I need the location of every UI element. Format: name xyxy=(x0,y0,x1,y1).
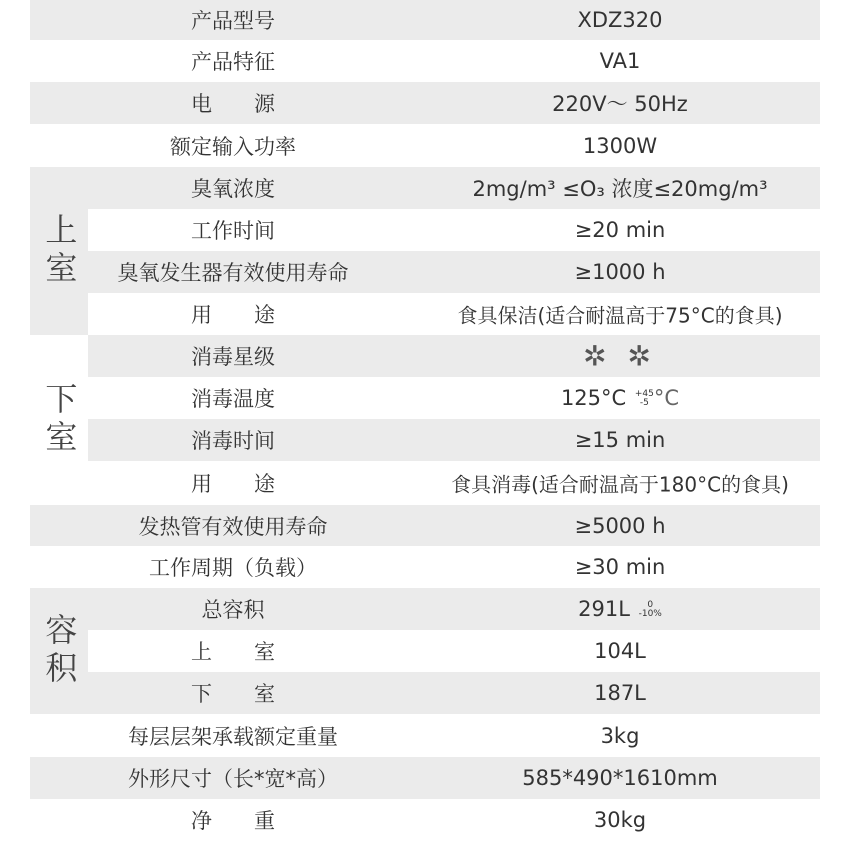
row-label: 工作时间 xyxy=(191,219,275,243)
row-upper-volume xyxy=(88,630,820,672)
row-value: ≥30 min xyxy=(574,555,666,579)
tol-unit: °C xyxy=(653,386,680,410)
tol-top: +45 xyxy=(634,389,654,399)
row-ozone-concentration xyxy=(88,167,820,209)
row-disinfection-temp xyxy=(88,377,820,419)
row-value: 3kg xyxy=(600,723,640,748)
row-model xyxy=(30,0,820,40)
temp-tolerance xyxy=(635,390,654,408)
row-heater-life xyxy=(30,505,820,546)
row-rated-power xyxy=(30,124,820,167)
row-net-weight xyxy=(30,799,820,841)
row-label: 额定输入功率 xyxy=(170,134,296,159)
row-ozone-life xyxy=(88,251,820,293)
group-lower-chamber xyxy=(30,335,88,505)
row-label: 臭氧发生器有效使用寿命 xyxy=(117,261,349,285)
row-label: 工作周期（负载） xyxy=(149,556,317,580)
row-value: VA1 xyxy=(599,49,641,73)
row-label: 发热管有效使用寿命 xyxy=(138,514,328,539)
temp-value: 125°C xyxy=(560,386,627,410)
volume-value: 291L xyxy=(578,597,630,621)
row-label: 消毒温度 xyxy=(191,387,275,411)
row-value: 1300W xyxy=(582,133,658,158)
row-total-volume xyxy=(88,588,820,630)
row-value: 食具保洁(适合耐温高于75°C的食具) xyxy=(457,303,783,328)
row-label: 每层层架承载额定重量 xyxy=(128,724,338,749)
row-value: 104L xyxy=(594,639,646,663)
row-label: 上 室 xyxy=(191,640,275,664)
row-value: ≥1000 h xyxy=(574,260,666,284)
row-label: 外形尺寸（长*宽*高） xyxy=(128,767,338,791)
group-lower-label: 下室 xyxy=(40,382,79,458)
row-value: 585*490*1610mm xyxy=(522,766,718,790)
row-label: 净 重 xyxy=(191,809,275,833)
group-volume-label: 容积 xyxy=(40,613,79,689)
tol-bottom: -5 xyxy=(639,398,649,408)
row-value: XDZ320 xyxy=(577,8,663,32)
group-volume xyxy=(30,588,88,714)
row-value: 187L xyxy=(594,681,646,705)
row-lower-volume xyxy=(88,672,820,714)
row-lower-usage xyxy=(88,461,820,505)
star-rating-icons: ✲ ✲ xyxy=(583,339,657,373)
tol-top: 0 xyxy=(647,600,654,610)
row-label: 消毒时间 xyxy=(191,429,275,453)
row-dimensions xyxy=(30,757,820,799)
row-feature xyxy=(30,40,820,82)
row-value-wrap xyxy=(420,386,820,410)
row-label: 下 室 xyxy=(191,682,275,706)
row-label: 总容积 xyxy=(201,598,265,622)
group-upper-label: 上室 xyxy=(40,213,79,289)
row-disinfection-time xyxy=(88,419,820,461)
row-disinfection-rating xyxy=(88,335,820,377)
row-label: 消毒星级 xyxy=(191,345,275,369)
row-label: 用 途 xyxy=(191,472,275,496)
row-value: ≥20 min xyxy=(574,218,666,242)
volume-tolerance xyxy=(639,601,662,619)
row-label: 用 途 xyxy=(191,303,275,327)
row-label: 产品特征 xyxy=(191,50,275,74)
row-power-supply xyxy=(30,82,820,124)
row-value: 2mg/m³ ≤O₃ 浓度≤20mg/m³ xyxy=(472,177,768,201)
row-value: 30kg xyxy=(593,808,647,832)
row-value: 食具消毒(适合耐温高于180°C的食具) xyxy=(451,472,789,497)
row-upper-usage xyxy=(88,293,820,335)
row-label: 电 源 xyxy=(191,92,275,116)
row-upper-work-time xyxy=(88,209,820,251)
row-value-wrap xyxy=(420,597,820,621)
tol-bottom: -10% xyxy=(638,609,662,619)
row-value: 220V～ 50Hz xyxy=(552,92,688,116)
row-label: 产品型号 xyxy=(191,9,275,33)
row-value: ≥5000 h xyxy=(574,513,666,538)
row-work-cycle xyxy=(30,546,820,588)
row-label: 臭氧浓度 xyxy=(191,177,275,201)
row-value: ≥15 min xyxy=(574,428,666,452)
group-upper-chamber xyxy=(30,167,88,335)
row-shelf-load xyxy=(30,714,820,757)
